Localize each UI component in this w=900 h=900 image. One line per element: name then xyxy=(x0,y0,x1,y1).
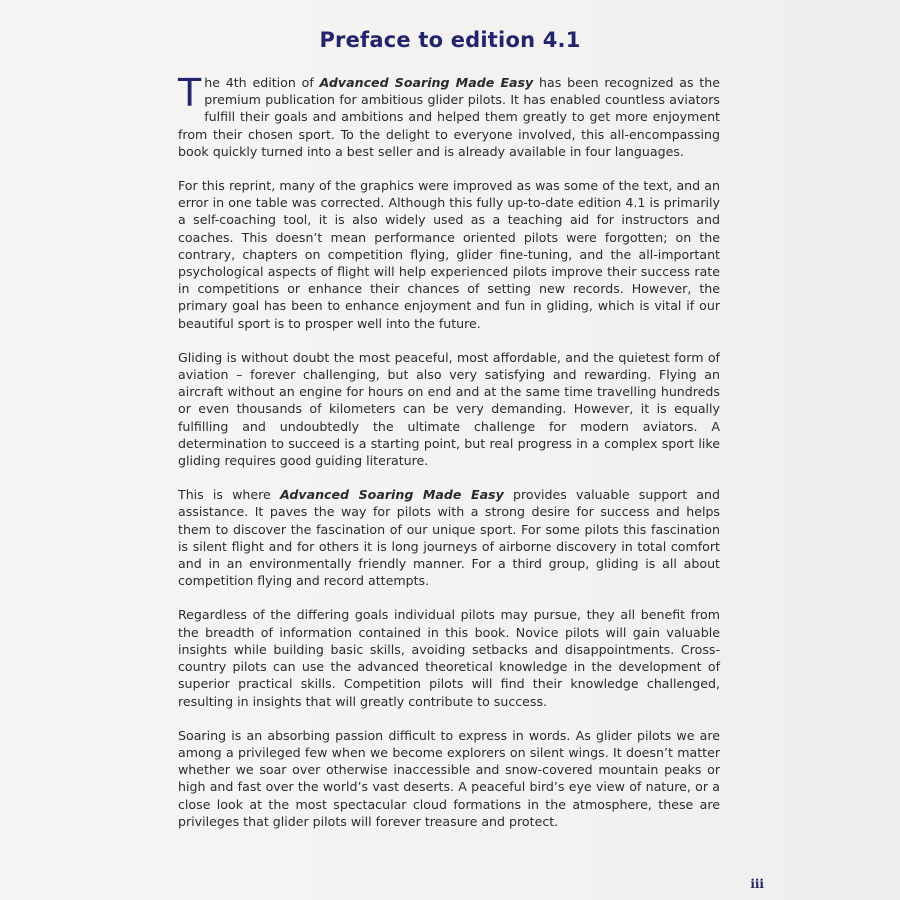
paragraph-6 xyxy=(178,727,720,830)
paragraph-3 xyxy=(178,349,720,469)
paragraph-2 xyxy=(178,177,720,332)
paragraph-text: he 4th edition of xyxy=(204,75,320,90)
drop-cap: T xyxy=(178,71,202,115)
page-number: iii xyxy=(750,877,764,891)
paragraph-text: For this reprint, many of the graphics were improved as was some of the text, and an error in one table was corrected. Although this fully up-to-date edition 4.1 is primarily a self-coaching tool, it is also widely used as a teaching aid for instructors and coaches. This doesn’t mean performance oriented pilots were forgotten; on the contrary, chapters on competition flying, glider fine-tuning, and the all-important psychological aspects of flight will help experienced pilots improve their success rate in competitions or enhance their chances of setting new records. However, the primary goal has been to enhance enjoyment and fun in gliding, which is vital if our beautiful sport is to prosper well into the future. xyxy=(178,178,720,331)
book-title-emphasis: Advanced Soaring Made Easy xyxy=(279,487,504,503)
paragraph-text: Gliding is without doubt the most peaceful, most affordable, and the quietest form of aviation – forever challenging, but also very satisfying and rewarding. Flying an aircraft without an engine for hours on end and at the same time travelling hundreds or even thousands of kilometers can be very demanding. However, it is equally fulfilling and undoubtedly the ultimate challenge for modern aviators. A determination to succeed is a starting point, but real progress in a complex sport like gliding requires good guiding literature. xyxy=(178,349,720,469)
paragraph-text: This is where xyxy=(178,487,280,503)
book-title-emphasis: Advanced Soaring Made Easy xyxy=(319,75,534,90)
paragraph-5 xyxy=(178,606,720,709)
paragraph-text: has been recognized as the premium publication for ambitious glider pilots. It has enabled countless aviators fulfill their goals and ambitions and helped them greatly to get more enjoyment from their chosen sport. To the delight to everyone involved, this all-encompassing book quickly turned into a best seller and is already available in four languages. xyxy=(178,75,720,159)
paragraph-text: Regardless of the differing goals individual pilots may pursue, they all benefit from the breadth of information contained in this book. Novice pilots will gain valuable insights while building basic skills, avoiding setbacks and disappointments. Cross-country pilots can use the advanced theoretical knowledge in the development of superior practical skills. Competition pilots will find their knowledge challenged, resulting in insights that will greatly contribute to success. xyxy=(178,607,720,709)
paragraph-text: Soaring is an absorbing passion difficult to express in words. As glider pilots we are among a privileged few when we become explorers on silent wings. It doesn’t matter whether we soar over otherwise inaccessible and snow-covered mountain peaks or high and fast over the world’s vast deserts. A peaceful bird’s eye view of nature, or a close look at the most spectacular cloud formations in the atmosphere, these are privileges that glider pilots will forever treasure and protect. xyxy=(178,727,720,829)
preface-body xyxy=(178,71,721,847)
paragraph-1 xyxy=(178,71,720,160)
page-title: Preface to edition 4.1 xyxy=(319,28,581,53)
paragraph-4 xyxy=(178,486,720,589)
paragraph-text: provides valuable support and assistance. It paves the way for pilots with a strong desire for success and helps them to discover the fascination of our unique sport. For some pilots this fascination is silent flight and for others it is long journeys of airborne discovery in total comfort and in an environmentally friendly manner. For a third group, gliding is all about competition flying and record attempts. xyxy=(178,487,721,589)
